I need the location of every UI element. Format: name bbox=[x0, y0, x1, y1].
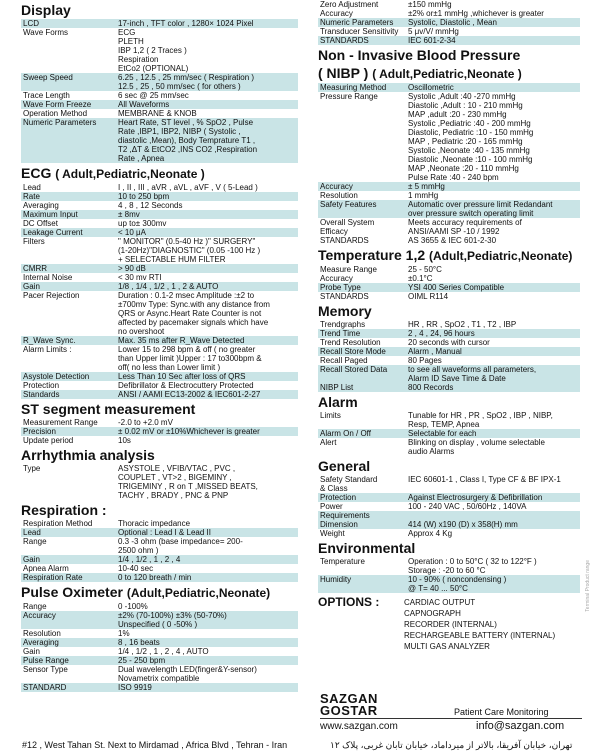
spec-label: Zero Adjustment bbox=[320, 0, 379, 9]
footer-divider bbox=[320, 718, 582, 719]
spec-row bbox=[21, 683, 298, 692]
spec-value: ± 5 mmHg bbox=[408, 182, 445, 191]
spec-row bbox=[21, 237, 298, 264]
spec-row bbox=[318, 520, 580, 529]
tagline: Patient Care Monitoring bbox=[454, 707, 549, 717]
spec-label: Leakage Current bbox=[23, 228, 83, 237]
spec-label: Accuracy bbox=[320, 9, 353, 18]
spec-label: Respiration Rate bbox=[23, 573, 83, 582]
spec-row bbox=[21, 201, 298, 210]
section-heading bbox=[21, 2, 298, 18]
spec-row bbox=[21, 273, 298, 282]
spec-row bbox=[318, 92, 580, 182]
option-item: CAPNOGRAPH bbox=[404, 609, 461, 618]
spec-row bbox=[21, 656, 298, 665]
spec-label: Pacer Rejection bbox=[23, 291, 80, 300]
spec-value: to see all waveforms all parameters, Alarm ID Save Time & Date bbox=[408, 365, 537, 383]
spec-value: Alarm , Manual bbox=[408, 347, 462, 356]
section-heading bbox=[318, 65, 580, 82]
spec-value: ±2% or±1 mmHg ,whichever is greater bbox=[408, 9, 544, 18]
left-column bbox=[21, 0, 298, 692]
spec-label: Precision bbox=[23, 427, 56, 436]
spec-value: ANSI / AAMI EC13-2002 & IEC601-2-27 bbox=[118, 390, 261, 399]
spec-label: STANDARDS bbox=[320, 36, 369, 45]
spec-value: ISO 9919 bbox=[118, 683, 152, 692]
spec-value: Duration : 0.1-2 msec Amplitude :±2 to ±700mv Type: Sync.with any distance from QRS or Async.Heart Rate Counter is not affected by pacemaker signals which have no overshoot bbox=[118, 291, 270, 336]
spec-value: Thoracic impedance bbox=[118, 519, 191, 528]
spec-value: < 30 mv RTI bbox=[118, 273, 162, 282]
spec-row bbox=[318, 18, 580, 27]
spec-row bbox=[318, 493, 580, 502]
spec-row bbox=[318, 274, 580, 283]
spec-row bbox=[318, 182, 580, 191]
section-title: Environmental bbox=[318, 540, 416, 556]
spec-value: 17-inch , TFT color , 1280× 1024 Pixel bbox=[118, 19, 254, 28]
spec-label: Range bbox=[23, 602, 47, 611]
website-link[interactable]: www.sazgan.com bbox=[320, 721, 398, 732]
spec-label: STANDARDS bbox=[320, 236, 369, 245]
spec-value: Systolic ,Adult :40 -270 mmHg Diastolic ,Adult : 10 - 210 mmHg MAP ,adult :20 - 230 mmHg Systolic ,Pediatric :40 - 200 mmHg Diastolic, Pediatric :10 - 150 mmHg MAP , Pediatric :20 - 165 mmHg Systolic ,Neonate :40 - 135 mmHg Diastolic ,Neonate :10 - 100 mmHg MAP ,Neonate :20 - 110 mmHg Pulse Rate :40 - 240 bpm bbox=[408, 92, 534, 182]
spec-value: Oscillometric bbox=[408, 83, 454, 92]
options-block bbox=[318, 597, 580, 652]
spec-label: Recall Store Mode bbox=[320, 347, 386, 356]
spec-value: 80 Pages bbox=[408, 356, 442, 365]
spec-row bbox=[21, 192, 298, 201]
spec-row bbox=[21, 100, 298, 109]
spec-label: Recall Paged bbox=[320, 356, 368, 365]
spec-value: 10 to 250 bpm bbox=[118, 192, 170, 201]
spec-label: Safety Features bbox=[320, 200, 377, 209]
spec-value: Blinking on display , volume selectable audio Alarms bbox=[408, 438, 545, 456]
spec-row bbox=[21, 91, 298, 100]
spec-value: 6 sec @ 25 mm/sec bbox=[118, 91, 189, 100]
spec-row bbox=[318, 27, 580, 36]
spec-value: 25 - 50°C bbox=[408, 265, 442, 274]
spec-label: Gain bbox=[23, 282, 40, 291]
spec-label: Resolution bbox=[320, 191, 358, 200]
spec-value: YSI 400 Series Compatible bbox=[408, 283, 505, 292]
spec-row bbox=[21, 611, 298, 629]
spec-value: 25 - 250 bpm bbox=[118, 656, 166, 665]
section-heading bbox=[318, 394, 580, 410]
spec-label: Asystole Detection bbox=[23, 372, 90, 381]
section-title: Alarm bbox=[318, 394, 358, 410]
spec-label: Overall System Efficacy bbox=[320, 218, 375, 236]
spec-row bbox=[21, 555, 298, 564]
spec-row bbox=[318, 320, 580, 329]
spec-value: Optional : Lead I & Lead II bbox=[118, 528, 211, 537]
spec-value: < 10 μA bbox=[118, 228, 146, 237]
options-title: OPTIONS : bbox=[318, 595, 380, 609]
spec-row bbox=[21, 638, 298, 647]
spec-value: -2.0 to +2.0 mV bbox=[118, 418, 173, 427]
spec-label: Maximum Input bbox=[23, 210, 78, 219]
spec-row bbox=[318, 557, 580, 575]
section-title: Memory bbox=[318, 303, 372, 319]
section-title: Respiration : bbox=[21, 502, 107, 518]
spec-row bbox=[318, 365, 580, 383]
spec-label: Update period bbox=[23, 436, 74, 445]
section-title: Arrhythmia analysis bbox=[21, 447, 155, 463]
right-column bbox=[318, 0, 580, 652]
spec-label: Numeric Parameters bbox=[320, 18, 394, 27]
spec-row bbox=[21, 418, 298, 427]
spec-row bbox=[318, 9, 580, 18]
spec-value: ASYSTOLE , VFIB/VTAC , PVC , COUPLET , VT>2 , BIGEMINY , TRIGEMINY , R on T ,MISSED BEATS, TACHY , BRADY , PNC & PNP bbox=[118, 464, 258, 500]
spec-label: Recall Stored Data bbox=[320, 365, 388, 374]
spec-label: Alarm Limits : bbox=[23, 345, 72, 354]
spec-value: 0 to 120 breath / min bbox=[118, 573, 192, 582]
spec-label: Accuracy bbox=[320, 182, 353, 191]
spec-label: Measure Range bbox=[320, 265, 377, 274]
spec-label: Trace Length bbox=[23, 91, 70, 100]
spec-row bbox=[21, 665, 298, 683]
spec-value: 100 - 240 VAC , 50/60Hz , 140VA bbox=[408, 502, 527, 511]
spec-label: Measuring Method bbox=[320, 83, 387, 92]
spec-row bbox=[21, 464, 298, 500]
spec-value: Less Than 10 Sec after loss of QRS bbox=[118, 372, 246, 381]
spec-label: Wave Forms bbox=[23, 28, 69, 37]
spec-value: Tunable for HR , PR , SpO2 , IBP , NIBP, Resp, TEMP, Apnea bbox=[408, 411, 553, 429]
spec-value: I , II , III , aVR , aVL , aVF , V ( 5-Lead ) bbox=[118, 183, 258, 192]
spec-row bbox=[318, 429, 580, 438]
spec-row bbox=[21, 537, 298, 555]
section-title: Display bbox=[21, 2, 71, 18]
spec-row bbox=[318, 0, 580, 9]
options-row bbox=[318, 597, 580, 652]
spec-label: Alert bbox=[320, 438, 337, 447]
option-item: RECHARGEABLE BATTERY (INTERNAL) bbox=[404, 631, 556, 640]
spec-row bbox=[318, 502, 580, 511]
spec-label: R_Wave Sync. bbox=[23, 336, 76, 345]
spec-value: ± 0.02 mV or ±10%Whichever is greater bbox=[118, 427, 260, 436]
spec-value: All Waveforms bbox=[118, 100, 170, 109]
spec-value: IEC 601-2-34 bbox=[408, 36, 456, 45]
spec-row bbox=[318, 191, 580, 200]
spec-row bbox=[21, 210, 298, 219]
spec-row bbox=[318, 218, 580, 236]
spec-label: Pressure Range bbox=[320, 92, 378, 101]
spec-label: Operation Method bbox=[23, 109, 88, 118]
spec-label: Wave Form Freeze bbox=[23, 100, 92, 109]
spec-label: Requirements bbox=[320, 511, 370, 520]
spec-row bbox=[21, 73, 298, 91]
spec-label: Lead bbox=[23, 528, 41, 537]
spec-value: 1/4 , 1/2 , 1 , 2 , 4 , AUTO bbox=[118, 647, 209, 656]
spec-row bbox=[21, 28, 298, 73]
spec-row bbox=[318, 347, 580, 356]
spec-row bbox=[318, 329, 580, 338]
spec-row bbox=[318, 292, 580, 301]
logo-line-1: SAZGAN bbox=[320, 691, 378, 706]
spec-row bbox=[21, 427, 298, 436]
logo-line-2: GOSTAR bbox=[320, 703, 378, 718]
spec-row bbox=[318, 283, 580, 292]
spec-value: 20 seconds with cursor bbox=[408, 338, 490, 347]
spec-value: Meets accuracy requirements of ANSI/AAMI SP -10 / 1992 bbox=[408, 218, 522, 236]
spec-value: ± 8mv bbox=[118, 210, 140, 219]
spec-label: Lead bbox=[23, 183, 41, 192]
section-heading bbox=[318, 47, 580, 63]
spec-label: Safety Standard & Class bbox=[320, 475, 378, 493]
spec-value: 10-40 sec bbox=[118, 564, 154, 573]
spec-value: OIML R114 bbox=[408, 292, 449, 301]
section-title: Temperature 1,2 bbox=[318, 247, 426, 263]
option-item: CARDIAC OUTPUT bbox=[404, 598, 476, 607]
section-heading bbox=[21, 447, 298, 463]
spec-row bbox=[21, 336, 298, 345]
spec-value: ECG PLETH IBP 1,2 ( 2 Traces ) Respiration EtCo2 (OPTIONAL) bbox=[118, 28, 189, 73]
spec-row bbox=[21, 19, 298, 28]
spec-value: 1 mmHg bbox=[408, 191, 439, 200]
section-heading bbox=[318, 458, 580, 474]
spec-value: 800 Records bbox=[408, 383, 454, 392]
section-subtitle: (Adult,Pediatric,Neonate) bbox=[126, 586, 271, 600]
option-item: RECORDER (INTERNAL) bbox=[404, 620, 497, 629]
spec-row bbox=[318, 83, 580, 92]
section-subtitle: ( Adult,Pediatric,Neonate ) bbox=[372, 67, 522, 81]
spec-row bbox=[21, 436, 298, 445]
spec-value: MEMBRANE & KNOB bbox=[118, 109, 197, 118]
spec-row bbox=[318, 411, 580, 429]
spec-value: Approx 4 Kg bbox=[408, 529, 453, 538]
spec-label: Trend Time bbox=[320, 329, 361, 338]
spec-value: up to± 300mv bbox=[118, 219, 167, 228]
section-heading bbox=[318, 540, 580, 556]
spec-value: 1/8 , 1/4 , 1/2 , 1 , 2 & AUTO bbox=[118, 282, 219, 291]
section-title: General bbox=[318, 458, 371, 474]
spec-label: Apnea Alarm bbox=[23, 564, 69, 573]
spec-value: " MONITOR" (0.5-40 Hz )" SURGERY" (1-20Hz)"DIAGNOSTIC" (0.05 -100 Hz ) + SELECTABLE HUM FILTER bbox=[118, 237, 261, 264]
spec-value: 8 , 16 beats bbox=[118, 638, 160, 647]
address-en: #12 , West Tahan St. Next to Mirdamad , Africa Blvd , Tehran - Iran bbox=[22, 740, 288, 750]
section-heading bbox=[21, 165, 298, 182]
spec-label: Standards bbox=[23, 390, 60, 399]
spec-label: Averaging bbox=[23, 201, 59, 210]
spec-row bbox=[21, 118, 298, 163]
spec-row bbox=[21, 291, 298, 336]
spec-label: Resolution bbox=[23, 629, 61, 638]
spec-label: Temperature bbox=[320, 557, 365, 566]
section-title: ST segment measurement bbox=[21, 401, 196, 417]
spec-value bbox=[408, 511, 580, 520]
spec-label: Dimension bbox=[320, 520, 358, 529]
spec-label: DC Offset bbox=[23, 219, 58, 228]
spec-row bbox=[21, 528, 298, 537]
spec-value: Heart Rate, ST level , % SpO2 , Pulse Rate ,IBP1, IBP2, NIBP ( Systolic , diastolic ,Mean), Body Temprature T1 , T2 ,ΔT & EtCO2 ,INS CO2 ,Respiration Rate , Apnea bbox=[118, 118, 258, 163]
spec-value: 5 μv/V/ mmHg bbox=[408, 27, 459, 36]
spec-row bbox=[318, 529, 580, 538]
spec-value: Systolic, Diastolic , Mean bbox=[408, 18, 497, 27]
spec-row bbox=[21, 264, 298, 273]
spec-value: Against Electrosurgery & Defibrillation bbox=[408, 493, 543, 502]
spec-row bbox=[318, 236, 580, 245]
spec-value: AS 3655 & IEC 601-2-30 bbox=[408, 236, 497, 245]
spec-value: 1/4 , 1/2 , 1 , 2 , 4 bbox=[118, 555, 181, 564]
spec-row bbox=[318, 438, 580, 456]
section-subtitle: (Adult,Pediatric,Neonate) bbox=[429, 249, 573, 263]
spec-row bbox=[318, 575, 580, 593]
spec-label: Measurement Range bbox=[23, 418, 98, 427]
spec-value: Operation : 0 to 50°C ( 32 to 122°F ) Storage : -20 to 60 °C bbox=[408, 557, 537, 575]
spec-row bbox=[318, 356, 580, 365]
spec-row bbox=[21, 629, 298, 638]
section-title: ( NIBP ) bbox=[318, 65, 373, 81]
spec-label: STANDARDS bbox=[320, 292, 369, 301]
spec-label: Accuracy bbox=[23, 611, 56, 620]
section-title: ECG bbox=[21, 165, 52, 181]
spec-row bbox=[21, 602, 298, 611]
spec-value: ±2% (70-100%) ±3% (50-70%) Unspecified ( 0 -50% ) bbox=[118, 611, 227, 629]
spec-label: Respiration Method bbox=[23, 519, 93, 528]
spec-label: Limits bbox=[320, 411, 341, 420]
spec-row bbox=[318, 338, 580, 347]
spec-value: > 90 dB bbox=[118, 264, 146, 273]
spec-label: Probe Type bbox=[320, 283, 361, 292]
spec-label: Gain bbox=[23, 647, 40, 656]
spec-row bbox=[21, 564, 298, 573]
spec-row bbox=[318, 475, 580, 493]
section-heading bbox=[318, 303, 580, 319]
spec-label: Averaging bbox=[23, 638, 59, 647]
spec-row bbox=[21, 519, 298, 528]
section-title: Pulse Oximeter bbox=[21, 584, 123, 600]
spec-label: Trend Resolution bbox=[320, 338, 381, 347]
section-heading bbox=[21, 502, 298, 518]
side-caption: Terminal Product range bbox=[585, 560, 591, 612]
section-heading bbox=[318, 247, 580, 264]
spec-row bbox=[21, 282, 298, 291]
spec-row bbox=[21, 381, 298, 390]
option-item: MULTI GAS ANALYZER bbox=[404, 642, 490, 651]
section-heading bbox=[21, 584, 298, 601]
spec-row bbox=[318, 383, 580, 392]
spec-label: Humidity bbox=[320, 575, 352, 584]
section-heading bbox=[21, 401, 298, 417]
spec-row bbox=[21, 219, 298, 228]
spec-label: Gain bbox=[23, 555, 40, 564]
spec-value: Max. 35 ms after R_Wave Detected bbox=[118, 336, 245, 345]
spec-value: ±150 mmHg bbox=[408, 0, 452, 9]
spec-value: Automatic over pressure limit Redandant over pressure switch operating limit bbox=[408, 200, 553, 218]
spec-label: CMRR bbox=[23, 264, 47, 273]
spec-label: Pulse Range bbox=[23, 656, 69, 665]
spec-label: STANDARD bbox=[23, 683, 67, 692]
spec-row bbox=[21, 390, 298, 399]
spec-label: Protection bbox=[23, 381, 60, 390]
spec-label: Protection bbox=[320, 493, 357, 502]
spec-row bbox=[318, 265, 580, 274]
spec-row bbox=[21, 345, 298, 372]
spec-label: Sweep Speed bbox=[23, 73, 73, 82]
spec-row bbox=[21, 109, 298, 118]
spec-value: 2 , 4 , 24, 96 hours bbox=[408, 329, 475, 338]
spec-row bbox=[21, 372, 298, 381]
spec-value: 10s bbox=[118, 436, 131, 445]
spec-label: Accuracy bbox=[320, 274, 353, 283]
spec-label: Sensor Type bbox=[23, 665, 68, 674]
spec-row bbox=[318, 511, 580, 520]
spec-label: Type bbox=[23, 464, 41, 473]
spec-value: 0 -100% bbox=[118, 602, 148, 611]
spec-value: IEC 60601-1 , Class I, Type CF & BF IPX-1 bbox=[408, 475, 561, 484]
spec-value: 10 - 90% ( noncondensing ) @ T= 40 ... 50°C bbox=[408, 575, 507, 593]
spec-value: 0.3 -3 ohm (base impedance= 200- 2500 ohm ) bbox=[118, 537, 243, 555]
spec-value: 414 (W) x190 (D) x 358(H) mm bbox=[408, 520, 518, 529]
section-subtitle: ( Adult,Pediatric,Neonate ) bbox=[55, 167, 205, 181]
spec-value: 6.25 , 12.5 , 25 mm/sec ( Respiration ) 12.5 , 25 , 50 mm/sec ( for others ) bbox=[118, 73, 255, 91]
address-fa: تهران، خیابان آفریقا، بالاتر از میرداماد، خیابان تابان غربی، پلاک ۱۲ bbox=[330, 740, 573, 750]
company-logo bbox=[320, 693, 378, 717]
spec-label: Internal Noise bbox=[23, 273, 73, 282]
section-title: Non - Invasive Blood Pressure bbox=[318, 47, 521, 63]
spec-label: Range bbox=[23, 537, 47, 546]
email-link[interactable]: info@sazgan.com bbox=[476, 720, 565, 732]
spec-row bbox=[21, 647, 298, 656]
spec-label: Transducer Sensitivity bbox=[320, 27, 399, 36]
spec-row bbox=[318, 36, 580, 45]
spec-value: HR , RR , SpO2 , T1 , T2 , IBP bbox=[408, 320, 517, 329]
spec-value: ±0.1°C bbox=[408, 274, 433, 283]
spec-row bbox=[21, 228, 298, 237]
spec-label: Alarm On / Off bbox=[320, 429, 371, 438]
spec-row bbox=[21, 573, 298, 582]
spec-value: Lower 15 to 298 bpm & off ( no greater than Upper limit )Upper : 17 to300bpm & off( no less than Lower limit ) bbox=[118, 345, 262, 372]
spec-label: Power bbox=[320, 502, 343, 511]
spec-label: LCD bbox=[23, 19, 40, 28]
spec-label: Filters bbox=[23, 237, 45, 246]
spec-value: 4 , 8 , 12 Seconds bbox=[118, 201, 183, 210]
spec-row bbox=[318, 200, 580, 218]
spec-value: Selectable for each bbox=[408, 429, 477, 438]
spec-row bbox=[21, 183, 298, 192]
spec-value: 1% bbox=[118, 629, 130, 638]
spec-label: Rate bbox=[23, 192, 40, 201]
spec-label: NIBP List bbox=[320, 383, 354, 392]
spec-label: Weight bbox=[320, 529, 345, 538]
spec-label: Trendgraphs bbox=[320, 320, 366, 329]
spec-value: Dual wavelength LED(finger&Y-sensor) Novametrix compatible bbox=[118, 665, 257, 683]
spec-label: Numeric Parameters bbox=[23, 118, 97, 127]
spec-value: Defibrillator & Electrocuttery Protected bbox=[118, 381, 254, 390]
options-list bbox=[404, 597, 555, 652]
